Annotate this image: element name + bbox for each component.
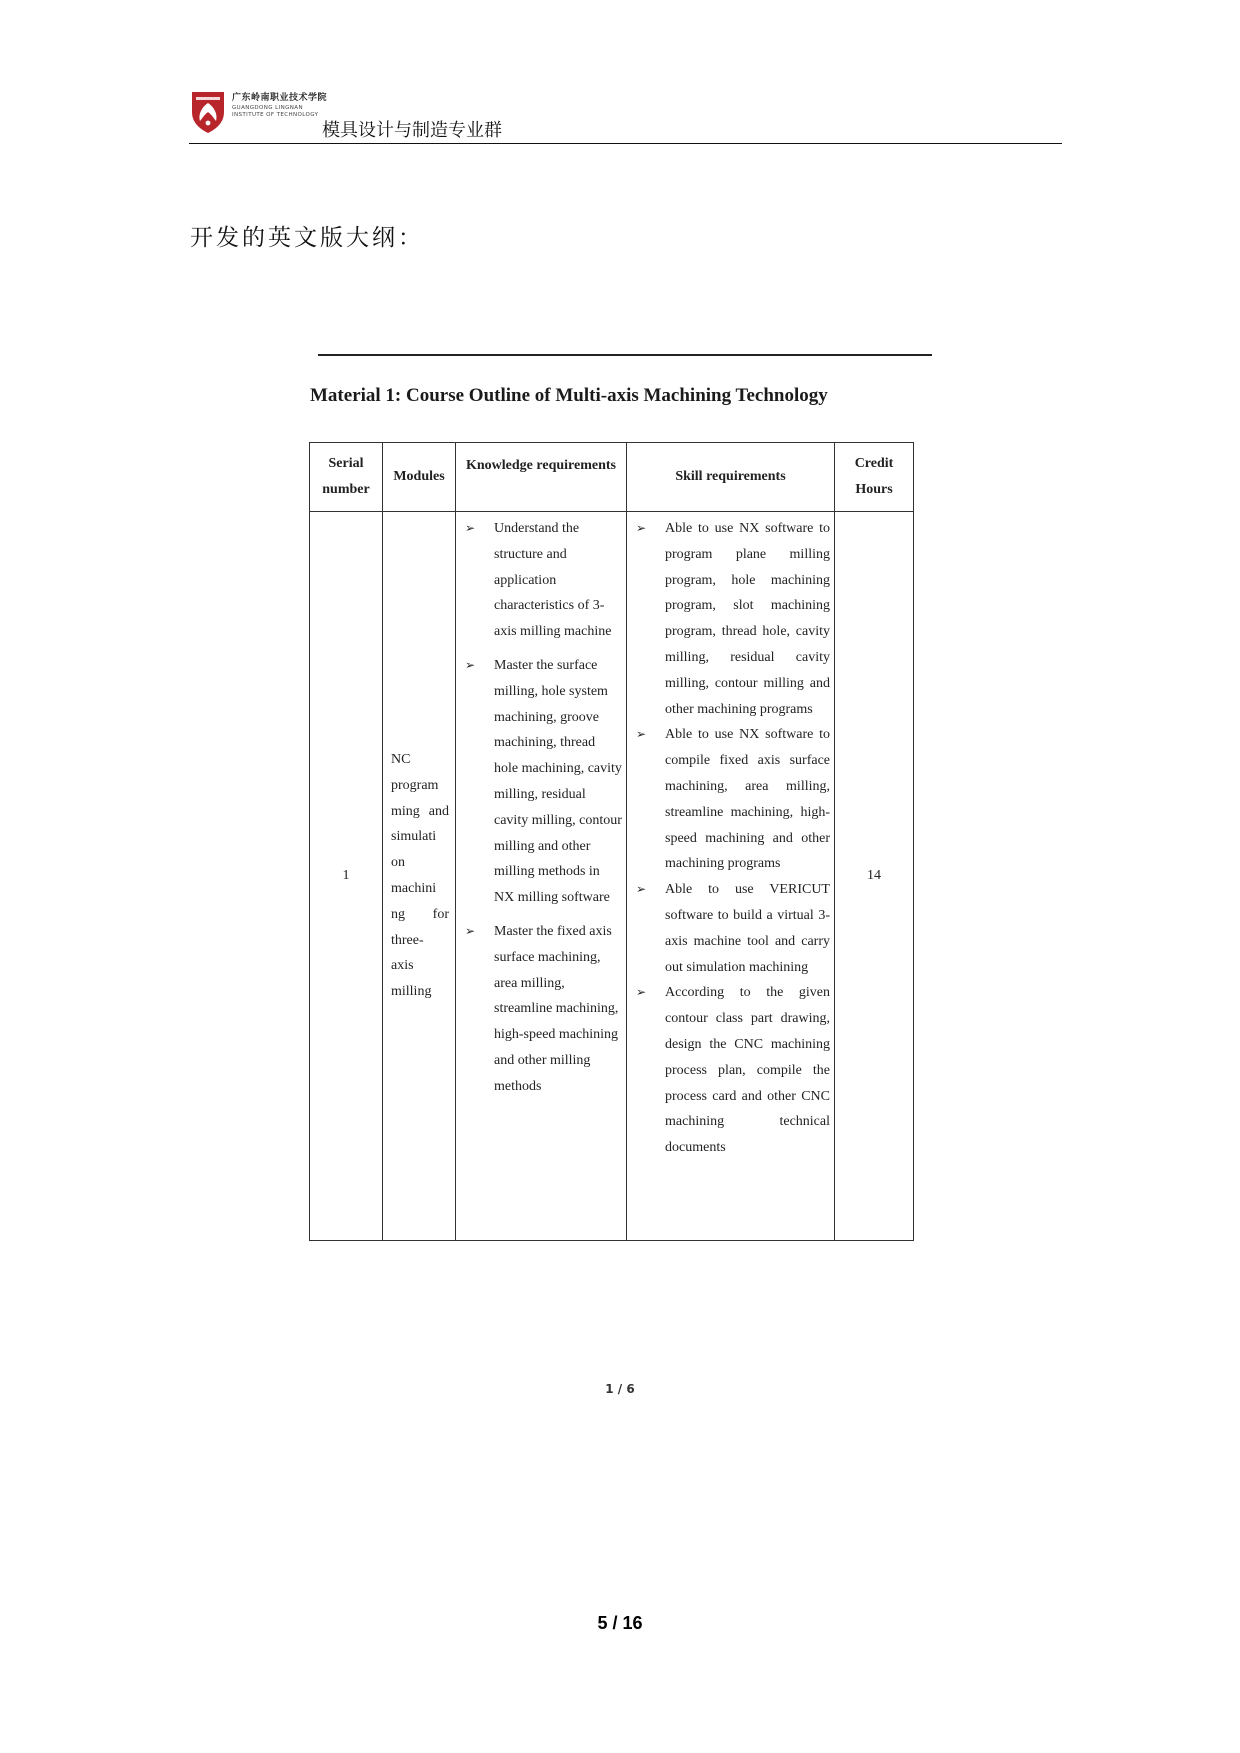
col-header-serial-line-2: number (322, 482, 370, 497)
skill-item: ➢ Able to use NX software to program plane milling program, hole machining program, slot machining program, thread hole, cavity milling, residual cavity milling, contour milling and other machining programs (633, 516, 830, 722)
material-top-rule (318, 354, 932, 356)
skill-list (627, 512, 834, 1161)
module-line: program (391, 777, 439, 793)
knowledge-item: ➢ Understand the structure and application characteristics of 3-axis milling machine (462, 516, 622, 645)
module-line: NC (391, 752, 411, 768)
module-line: three- (391, 932, 424, 948)
school-name-en (232, 105, 327, 118)
intro-heading: 开发的英文版大纲： (190, 225, 424, 251)
school-name-en-line-2: INSTITUTE OF TECHNOLOGY (232, 111, 319, 118)
col-header-skill: Skill requirements (627, 443, 835, 512)
knowledge-list (456, 512, 626, 1100)
school-name-cn: 广东岭南职业技术学院 (232, 93, 328, 103)
material-page-number: 1 / 6 (605, 1382, 635, 1396)
col-header-credit-line-1: Credit (854, 456, 894, 471)
material-title: Material 1: Course Outline of Multi-axis Machining Technology (310, 385, 828, 406)
cell-module (383, 512, 456, 1241)
skill-item: ➢ Able to use NX software to compile fixed axis surface machining, area milling, streamline machining, high-speed machining and other machining programs (633, 722, 830, 877)
header-divider (189, 143, 1062, 144)
cell-skills (627, 512, 835, 1241)
col-header-serial (310, 443, 383, 512)
table-row (310, 512, 914, 1241)
skill-item: ➢ Able to use VERICUT software to build a virtual 3-axis machine tool and carry out simulation machining (633, 877, 830, 980)
col-header-modules: Modules (383, 443, 456, 512)
header-group-title: 模具设计与制造专业群 (322, 120, 502, 141)
module-line: axis (391, 958, 414, 974)
col-header-knowledge: Knowledge requirements (456, 443, 627, 512)
table-header-row (310, 443, 914, 512)
school-logo-icon (190, 90, 226, 134)
col-header-serial-line-1: Serial (328, 456, 364, 471)
school-name (232, 94, 327, 118)
cell-serial: 1 (310, 512, 383, 1241)
knowledge-item: ➢ Master the fixed axis surface machining, area milling, streamline machining, high-speed machining and other milling methods (462, 919, 622, 1100)
col-header-credit (835, 443, 914, 512)
col-header-credit-line-2: Hours (855, 482, 893, 497)
module-line: simulati (391, 829, 437, 845)
cell-knowledge (456, 512, 627, 1241)
module-line: milling (391, 984, 432, 1000)
page-number: 5 / 16 (597, 1613, 643, 1633)
module-line: ng for (391, 906, 449, 922)
module-line: on (391, 855, 405, 871)
knowledge-item: ➢ Master the surface milling, hole system machining, groove machining, thread hole machining, cavity milling, residual cavity milling, contour milling and other milling methods in NX milling software (462, 653, 622, 911)
module-text (391, 747, 449, 1005)
cell-credit-hours: 14 (835, 512, 914, 1241)
school-name-en-line-1: GUANGDONG LINGNAN (232, 105, 303, 111)
skill-item: ➢ According to the given contour class part drawing, design the CNC machining process plan, compile the process card and other CNC machining technical documents (633, 980, 830, 1161)
course-outline-table (309, 442, 914, 1241)
module-line: ming and (391, 803, 449, 819)
module-line: machini (391, 881, 437, 896)
